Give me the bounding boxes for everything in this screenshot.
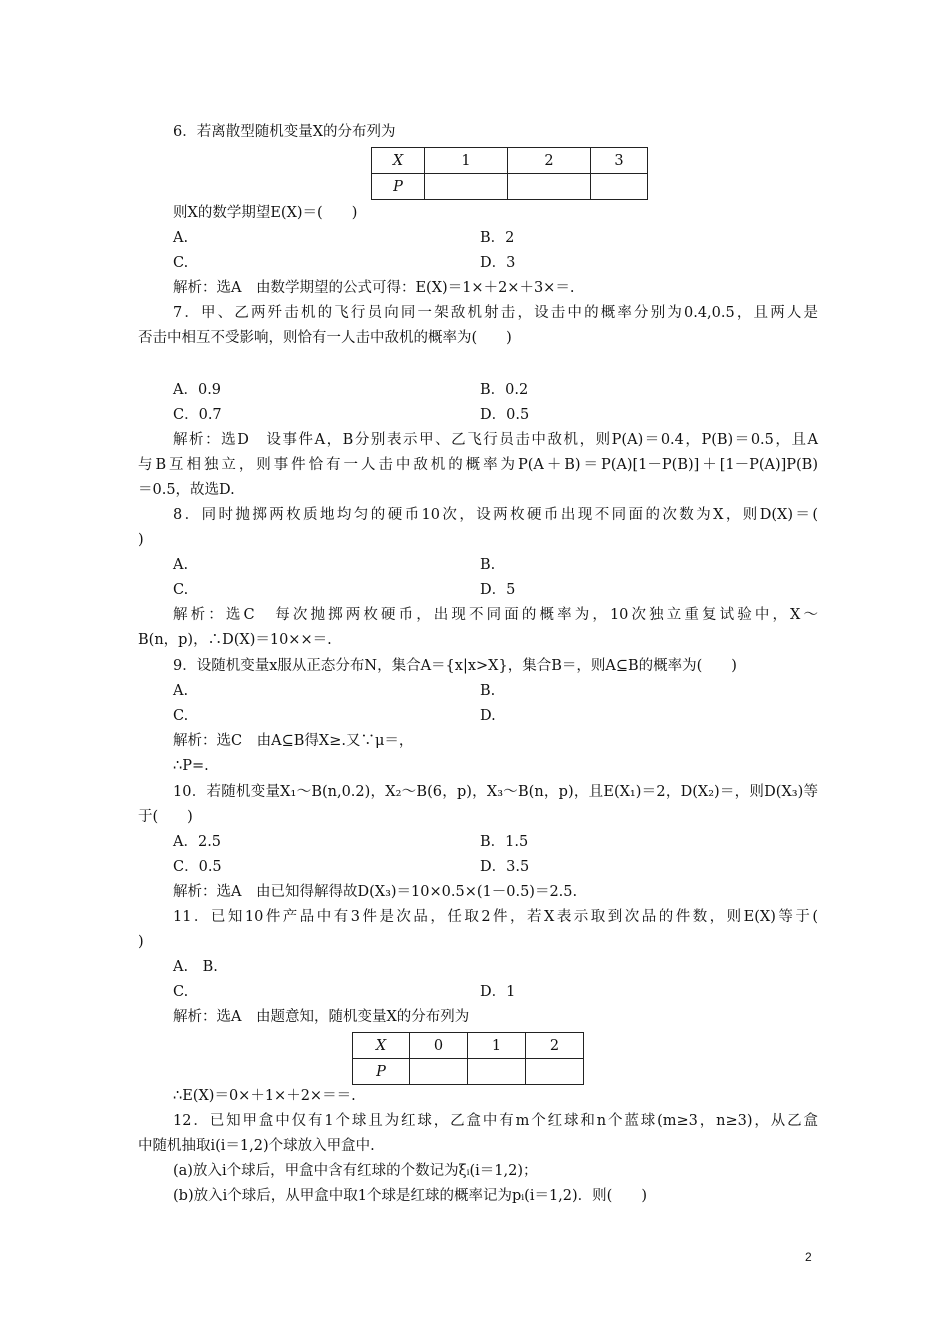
q11-option-ab: A. B.: [173, 959, 218, 975]
q8-option-d: D．5: [480, 582, 516, 598]
q9-solution-line2: ∴P=.: [173, 758, 209, 774]
q11-stem-line1: 11．已知10件产品中有3件是次品，任取2件，若X表示取到次品的件数，则E(X)等于(: [173, 909, 818, 925]
q9-solution-line1: 解析：选C 由A⊆B得X≥.又∵μ＝，: [173, 733, 414, 749]
q7-option-c: C．0.7: [173, 407, 222, 423]
q7-solution-line1: 解析：选D 设事件A，B分别表示甲、乙飞行员击中敌机，则P(A)＝0.4，P(B)＝0.5，且A: [173, 432, 818, 448]
table-cell: [508, 174, 591, 200]
table-cell: 1: [468, 1033, 526, 1059]
q8-option-b: B.: [480, 557, 496, 573]
q6-solution: 解析：选A 由数学期望的公式可得：E(X)＝1×＋2×＋3×＝.: [173, 280, 575, 296]
table-cell: 2: [526, 1033, 584, 1059]
table-cell: X: [353, 1033, 410, 1059]
q7-option-d: D．0.5: [480, 407, 530, 423]
q7-stem-line2: 否击中相互不受影响，则恰有一人击中敌机的概率为( ): [138, 330, 512, 346]
table-cell: 3: [591, 148, 648, 174]
q10-option-d: D．3.5: [480, 859, 530, 875]
q7-option-b: B．0.2: [480, 382, 529, 398]
q9-stem: 9．设随机变量x服从正态分布N，集合A＝{x|x>X}，集合B＝，则A⊆B的概率为( ): [173, 658, 737, 674]
q7-stem-line1: 7．甲、乙两歼击机的飞行员向同一架敌机射击，设击中的概率分别为0.4,0.5，且两人是: [173, 305, 818, 321]
q7-solution-line2: 与B互相独立，则事件恰有一人击中敌机的概率为P(A＋B)＝P(A)[1－P(B)]＋[1－P(A)]P(B): [138, 457, 818, 473]
q9-option-c: C.: [173, 708, 189, 724]
q6-option-b: B．2: [480, 230, 515, 246]
table-cell: [425, 174, 508, 200]
q11-solution: 解析：选A 由题意知，随机变量X的分布列为: [173, 1009, 470, 1025]
table-cell: P: [372, 174, 425, 200]
q12-part-a: (a)放入i个球后，甲盒中含有红球的个数记为ξᵢ(i＝1,2)；: [173, 1163, 538, 1179]
page-number: 2: [805, 1250, 812, 1264]
q6-option-d: D．3: [480, 255, 516, 271]
q9-option-a: A.: [173, 683, 189, 699]
table-cell: [410, 1059, 468, 1085]
q9-option-d: D.: [480, 708, 496, 724]
q6-ask: 则X的数学期望E(X)＝( ): [173, 205, 358, 221]
q8-stem-line2: ): [138, 532, 144, 548]
q12-stem-line2: 中随机抽取i(i＝1,2)个球放入甲盒中.: [138, 1138, 375, 1154]
q9-option-b: B.: [480, 683, 496, 699]
q7-solution-line3: ＝0.5，故选D.: [138, 482, 235, 498]
q6-stem: 6．若离散型随机变量X的分布列为: [173, 124, 396, 140]
q11-result: ∴E(X)＝0×＋1×＋2×＝＝.: [173, 1088, 356, 1104]
q8-solution-line1: 解析：选C 每次抛掷两枚硬币，出现不同面的概率为，10次独立重复试验中，X～: [173, 607, 818, 623]
table-cell: P: [353, 1059, 410, 1085]
q10-stem-line1: 10．若随机变量X₁～B(n,0.2)，X₂～B(6，p)，X₃～B(n，p)，且E(X₁)＝2，D(X₂)＝，则D(X₃)等: [173, 784, 818, 800]
q6-distribution-table: [371, 147, 648, 200]
q8-option-a: A.: [173, 557, 189, 573]
table-cell: [468, 1059, 526, 1085]
q11-option-c: C.: [173, 984, 189, 1000]
q6-option-a: A.: [173, 230, 189, 246]
q10-option-a: A．2.5: [173, 834, 222, 850]
q11-stem-line2: ): [138, 934, 144, 950]
q10-option-c: C．0.5: [173, 859, 222, 875]
q6-option-c: C.: [173, 255, 189, 271]
q8-solution-line2: B(n，p)，∴D(X)＝10××＝.: [138, 632, 332, 648]
q8-stem-line1: 8．同时抛掷两枚质地均匀的硬币10次，设两枚硬币出现不同面的次数为X，则D(X)＝(: [173, 507, 818, 523]
table-cell: 1: [425, 148, 508, 174]
q7-option-a: A．0.9: [173, 382, 222, 398]
table-cell: [591, 174, 648, 200]
q11-option-d: D．1: [480, 984, 516, 1000]
table-cell: [526, 1059, 584, 1085]
q10-solution: 解析：选A 由已知得解得故D(X₃)＝10×0.5×(1－0.5)＝2.5.: [173, 884, 578, 900]
table-cell: 0: [410, 1033, 468, 1059]
table-cell: 2: [508, 148, 591, 174]
q11-distribution-table: [352, 1032, 584, 1085]
q12-stem-line1: 12．已知甲盒中仅有1个球且为红球，乙盒中有m个红球和n个蓝球(m≥3，n≥3)，从乙盒: [173, 1113, 818, 1129]
q10-stem-line2: 于( ): [138, 809, 193, 825]
q10-option-b: B．1.5: [480, 834, 529, 850]
q12-part-b: (b)放入i个球后，从甲盒中取1个球是红球的概率记为pᵢ(i＝1,2)．则( ): [173, 1188, 647, 1204]
q8-option-c: C.: [173, 582, 189, 598]
table-cell: X: [372, 148, 425, 174]
